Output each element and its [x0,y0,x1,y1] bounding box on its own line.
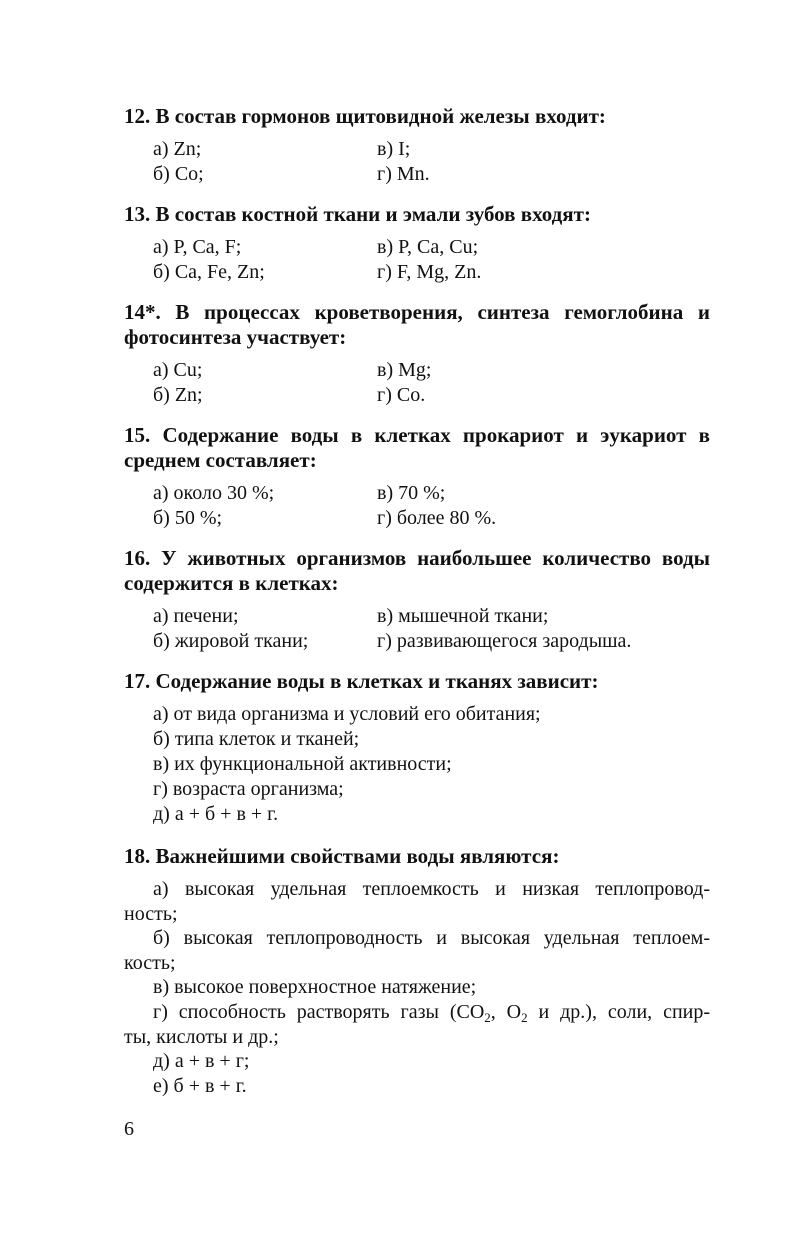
question-number: 17. [124,669,151,693]
answer-option: д) а + в + г; [153,1050,250,1073]
answer-option: в) их функциональной активности; [153,753,452,775]
answer-option: д) а + б + в + г. [153,803,279,825]
question-text: Важнейшими свойствами воды являются: [155,844,560,868]
answer-option: е) б + в + г. [153,1074,247,1097]
question-15 [124,423,710,531]
answer-option: г) развивающегося зародыша. [377,630,632,652]
answer-option: в) Mg; [377,359,432,381]
question-title [124,300,710,350]
question-number: 14*. [124,300,161,324]
answer-option: г) возраста организма; [153,778,344,800]
page-content [124,104,710,1098]
question-text: У животных организмов наибольшее количество воды содержится в клетках: [124,546,711,595]
answer-option: г) Co. [377,384,426,406]
answer-option: а) P, Ca, F; [153,236,242,258]
option-text: и др.), соли, спир- [527,1000,711,1023]
question-title [124,104,710,129]
answer-option: б) Zn; [153,384,203,406]
subscript: 2 [484,1009,491,1025]
question-14 [124,300,710,408]
question-number: 18. [124,844,151,868]
question-text: Содержание воды в клетках прокариот и эукариот в среднем составляет: [124,423,710,472]
answer-options [153,358,710,408]
question-12 [124,104,710,187]
question-number: 16. [124,546,151,570]
answer-option: г) Mn. [377,163,430,185]
question-text: Содержание воды в клетках и тканях зависит: [155,669,599,693]
answer-option: а) Cu; [153,359,203,381]
question-number: 15. [124,423,151,447]
question-title [124,669,710,694]
option-text: г) способность растворять газы (CO [153,1000,485,1023]
question-number: 13. [124,202,151,226]
question-title [124,423,710,473]
answer-option: а) около 30 %; [153,482,275,504]
question-title [124,546,710,596]
answer-options [153,137,710,187]
question-16 [124,546,710,654]
question-text: В состав костной ткани и эмали зубов входят: [155,202,591,226]
answer-option: в) P, Ca, Cu; [377,236,479,258]
question-number: 12. [124,104,151,128]
answer-option: б) Ca, Fe, Zn; [153,261,265,283]
answer-option-continuation: ты, кислоты и др.; [124,1025,279,1048]
question-17 [124,669,710,827]
answer-option: а) от вида организма и условий его обитания; [153,703,541,725]
question-13 [124,202,710,285]
option-text: , O [490,1000,522,1023]
answer-options [153,604,710,654]
answer-option: б) жировой ткани; [153,630,309,652]
answer-option: а) Zn; [153,138,202,160]
answer-option: г) F, Mg, Zn. [377,261,482,283]
answer-options [124,877,710,1098]
page-number: 6 [124,1118,134,1140]
question-text: В состав гормонов щитовидной железы входит: [155,104,606,128]
answer-option: г) более 80 %. [377,507,497,529]
question-title [124,202,710,227]
answer-option: б) Co; [153,163,204,185]
answer-option: в) мышечной ткани; [377,605,549,627]
answer-option: б) типа клеток и тканей; [153,728,360,750]
answer-option: в) 70 %; [377,482,446,504]
answer-option: б) 50 %; [153,507,223,529]
answer-option: б) высокая теплопроводность и высокая удельная теплоем- [153,927,710,950]
answer-options [153,481,710,531]
answer-option-continuation: ность; [124,902,178,925]
answer-options [153,702,710,827]
subscript: 2 [521,1009,528,1025]
answer-option [124,1000,710,1025]
answer-option: в) I; [377,138,411,160]
answer-options [153,235,710,285]
answer-option: а) высокая удельная теплоемкость и низкая теплопровод- [153,878,710,900]
question-18 [124,844,710,1098]
answer-option-continuation: кость; [124,951,176,974]
question-title [124,844,710,869]
question-text: В процессах кроветворения, синтеза гемоглобина и фотосинтеза участвует: [124,300,711,349]
answer-option: а) печени; [153,605,239,627]
answer-option: в) высокое поверхностное натяжение; [153,976,477,999]
